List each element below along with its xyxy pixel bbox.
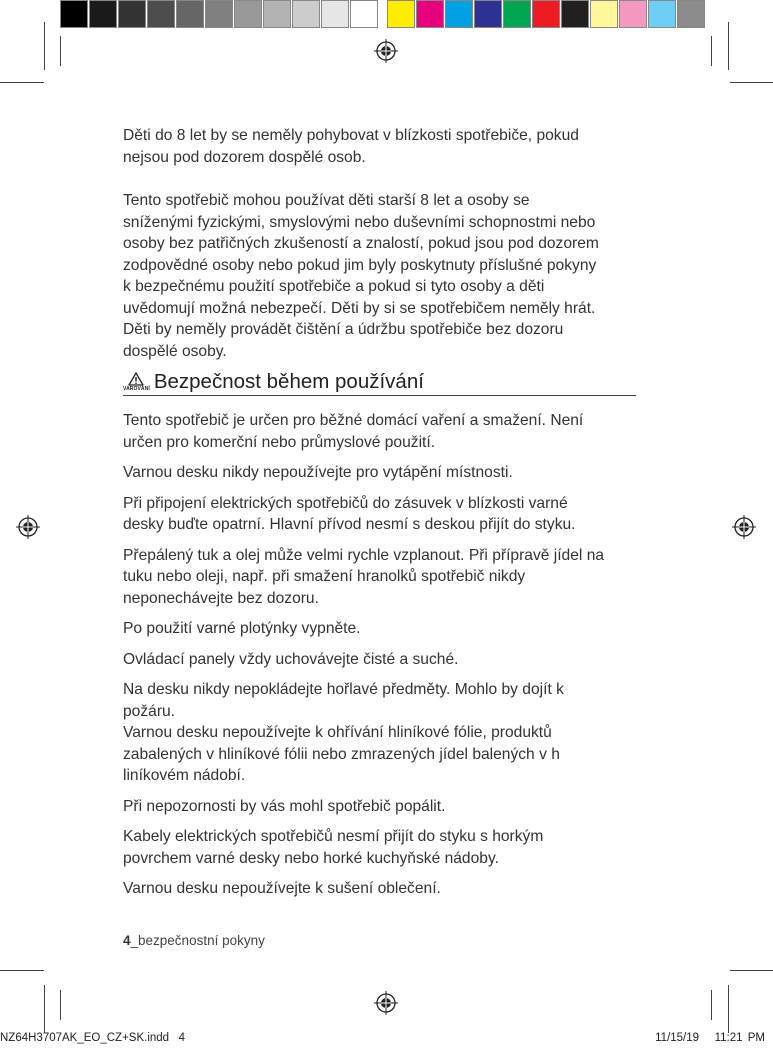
- color-swatch: [321, 0, 349, 28]
- warning-block: [123, 372, 150, 392]
- body-paragraph: Přepálený tuk a olej může velmi rychle vzplanout. Při přípravě jídel na tuku nebo oleji, např. při smažení hranolků spotřebič nikdy neponechávejte bez dozoru.: [123, 546, 605, 607]
- color-swatch: [590, 0, 618, 28]
- registration-mark-icon: [732, 515, 756, 539]
- warning-triangle-icon: [128, 372, 144, 386]
- color-swatch: [474, 0, 502, 28]
- body-paragraph: Při nepozornosti by vás mohl spotřebič popálit.: [123, 797, 446, 815]
- page-footer: [123, 933, 265, 948]
- page-number: 4: [123, 933, 131, 948]
- color-swatch: [89, 0, 117, 28]
- crop-mark: [0, 82, 44, 83]
- color-swatch: [561, 0, 589, 28]
- color-swatch: [416, 0, 444, 28]
- body-paragraph: Kabely elektrických spotřebičů nesmí přijít do styku s horkým povrchem varné desky nebo horké kuchyňské nádoby.: [123, 828, 544, 867]
- color-swatch: [677, 0, 705, 28]
- color-swatch: [648, 0, 676, 28]
- crop-mark: [728, 22, 729, 70]
- section-header: [123, 370, 636, 396]
- crop-mark: [60, 990, 61, 1020]
- color-swatch: [445, 0, 473, 28]
- crop-mark: [44, 985, 45, 1033]
- crop-mark: [730, 970, 773, 971]
- crop-mark: [0, 970, 44, 971]
- registration-mark-icon: [374, 991, 398, 1015]
- color-swatch: [118, 0, 146, 28]
- body-paragraph: Na desku nikdy nepokládejte hořlavé předměty. Mohlo by dojít k požáru. Varnou desku nepoužívejte k ohřívání hliníkové fólie, produktů zabalených v hliníkové fólii nebo zmrazených jídel balených v h liníkovém nádobí.: [123, 681, 564, 784]
- warning-label: VAROVÁNÍ: [123, 386, 150, 392]
- body-paragraph: Po použití varné plotýnky vypněte.: [123, 620, 361, 637]
- color-bar-gap: [379, 0, 387, 30]
- crop-mark: [60, 36, 61, 66]
- body-paragraph: Tento spotřebič je určen pro běžné domácí vaření a smažení. Není určen pro komerční nebo průmyslové použití.: [123, 412, 584, 451]
- intro-paragraph: Děti do 8 let by se neměly pohybovat v blízkosti spotřebiče, pokud nejsou pod dozorem dospělé osob.: [123, 127, 579, 166]
- crop-mark: [711, 990, 712, 1020]
- slug-date-time: 11/15/19 11:21 PM: [655, 1032, 765, 1044]
- color-swatch: [147, 0, 175, 28]
- body-paragraph: Při připojení elektrických spotřebičů do zásuvek v blízkosti varné desky buďte opatrní. Hlavní přívod nesmí s deskou přijít do styku.: [123, 494, 576, 533]
- color-swatch: [350, 0, 378, 28]
- slug-file-name: NZ64H3707AK_EO_CZ+SK.indd 4: [0, 1032, 186, 1044]
- crop-mark: [44, 22, 45, 70]
- page-content: [123, 125, 643, 900]
- color-swatch: [176, 0, 204, 28]
- section-heading: Bezpečnost během používání: [153, 370, 424, 393]
- color-swatch: [387, 0, 415, 28]
- color-bar: [60, 0, 706, 30]
- crop-mark: [730, 82, 773, 83]
- body-paragraph: Varnou desku nepoužívejte k sušení oblečení.: [123, 880, 441, 897]
- footer-section-name: _bezpečnostní pokyny: [130, 933, 265, 948]
- color-swatch: [205, 0, 233, 28]
- color-swatch: [532, 0, 560, 28]
- color-swatch: [234, 0, 262, 28]
- color-swatch: [60, 0, 88, 28]
- body-paragraph: Varnou desku nikdy nepoužívejte pro vytápění místnosti.: [123, 464, 513, 481]
- body-paragraph: Ovládací panely vždy uchovávejte čisté a suché.: [123, 650, 459, 668]
- color-swatch: [263, 0, 291, 28]
- registration-mark-icon: [16, 515, 40, 539]
- crop-mark: [728, 985, 729, 1033]
- crop-mark: [711, 36, 712, 66]
- registration-mark-icon: [374, 39, 398, 63]
- intro-paragraph: Tento spotřebič mohou používat děti starší 8 let a osoby se sníženými fyzickými, smyslovými nebo duševními schopnostmi nebo osoby bez patřičných zkušeností a znalostí, pokud jsou pod dozorem zodpovědné osoby nebo pokud jim byly poskytnuty příslušné pokyny k bezpečnému použití spotřebiče a pokud si tyto osoby a děti uvědomují možná nebezpečí. Děti by si se spotřebičem neměly hrát. Děti by neměly provádět čištění a údržbu spotřebiče bez dozoru dospělé osoby.: [123, 192, 599, 360]
- color-swatch: [503, 0, 531, 28]
- color-swatch: [619, 0, 647, 28]
- color-swatch: [292, 0, 320, 28]
